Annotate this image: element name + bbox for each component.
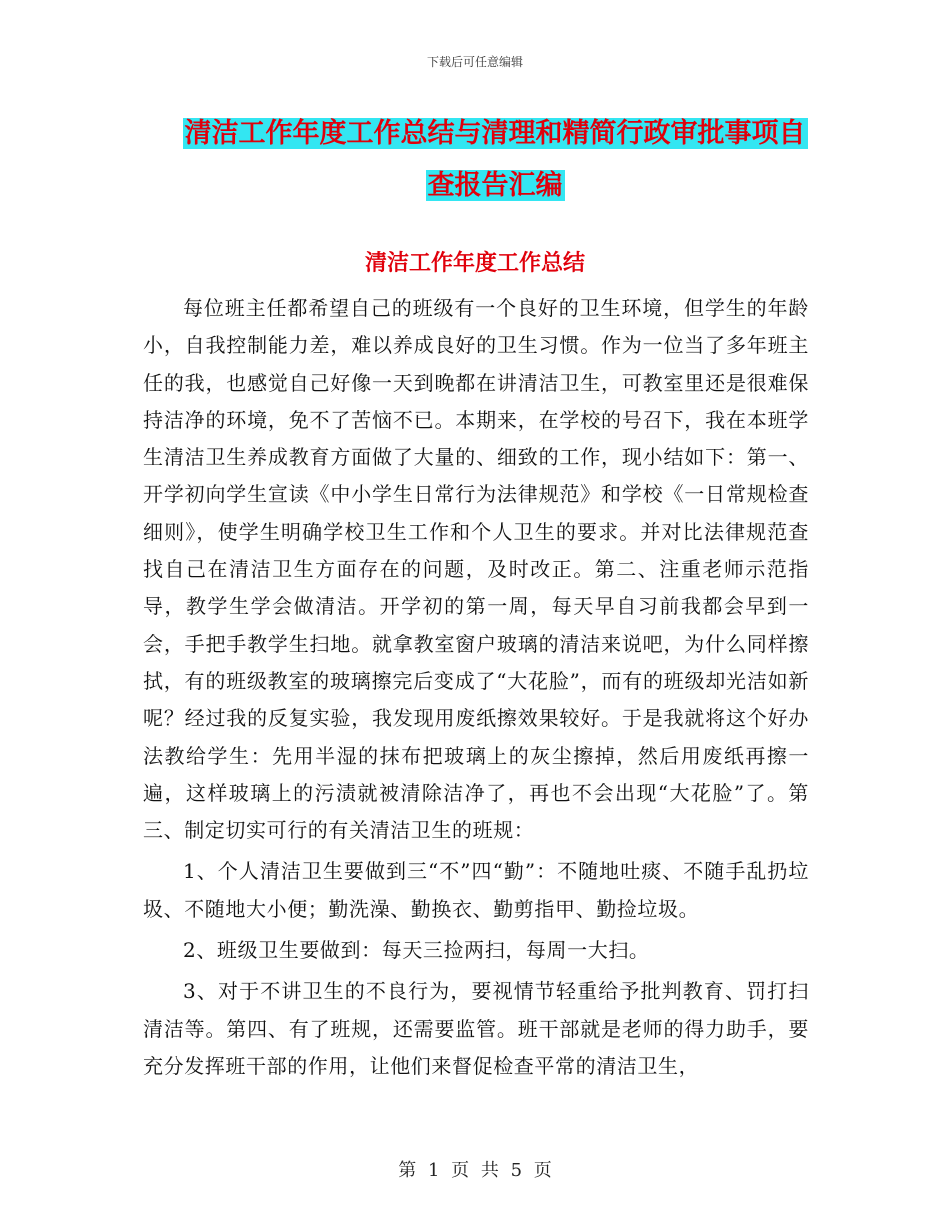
document-title-line-2: 查报告汇编 <box>427 170 563 201</box>
header-note: 下载后可任意编辑 <box>426 55 523 69</box>
page-footer: 第 1 页 共 5 页 <box>398 1160 552 1181</box>
document-title <box>175 108 815 212</box>
document-title-line-1: 清洁工作年度工作总结与清理和精简行政审批事项自 <box>184 118 806 149</box>
paragraph-rule-3: 3、对于不讲卫生的不良行为，要视情节轻重给予批判教育、罚打扫清洁等。第四、有了班规，还需要监管。班干部就是老师的得力助手，要充分发挥班干部的作用，让他们来督促检查平常的清洁卫生， <box>143 979 809 1078</box>
paragraph-rule-1: 1、个人清洁卫生要做到三“不”四“勤”：不随地吐痰、不随手乱扔垃圾、不随地大小便；勤洗澡、勤换衣、勤剪指甲、勤捡垃圾。 <box>143 859 809 921</box>
paragraph-intro: 每位班主任都希望自己的班级有一个良好的卫生环境，但学生的年龄小，自我控制能力差，难以养成良好的卫生习惯。作为一位当了多年班主任的我，也感觉自己好像一天到晚都在讲清洁卫生，可教室里还是很难保持洁净的环境，免不了苦恼不已。本期来，在学校的号召下，我在本班学生清洁卫生养成教育方面做了大量的、细致的工作，现小结如下：第一、开学初向学生宣读《中小学生日常行为法律规范》和学校《一日常规检查细则》，使学生明确学校卫生工作和个人卫生的要求。并对比法律规范查找自己在清洁卫生方面存在的问题，及时改正。第二、注重老师示范指导，教学生学会做清洁。开学初的第一周，每天早自习前我都会早到一会，手把手教学生扫地。就拿教室窗户玻璃的清洁来说吧，为什么同样擦拭，有的班级教室的玻璃擦完后变成了“大花脸”，而有的班级却光洁如新呢？经过我的反复实验，我发现用废纸擦效果较好。于是我就将这个好办法教给学生：先用半湿的抹布把玻璃上的灰尘擦掉，然后用废纸再擦一遍，这样玻璃上的污渍就被清除洁净了，再也不会出现“大花脸”了。第三、制定切实可行的有关清洁卫生的班规： <box>143 296 809 843</box>
section-title: 清洁工作年度工作总结 <box>364 250 585 276</box>
paragraph-rule-2: 2、班级卫生要做到：每天三捡两扫，每周一大扫。 <box>183 938 650 963</box>
body-text <box>143 290 809 1085</box>
